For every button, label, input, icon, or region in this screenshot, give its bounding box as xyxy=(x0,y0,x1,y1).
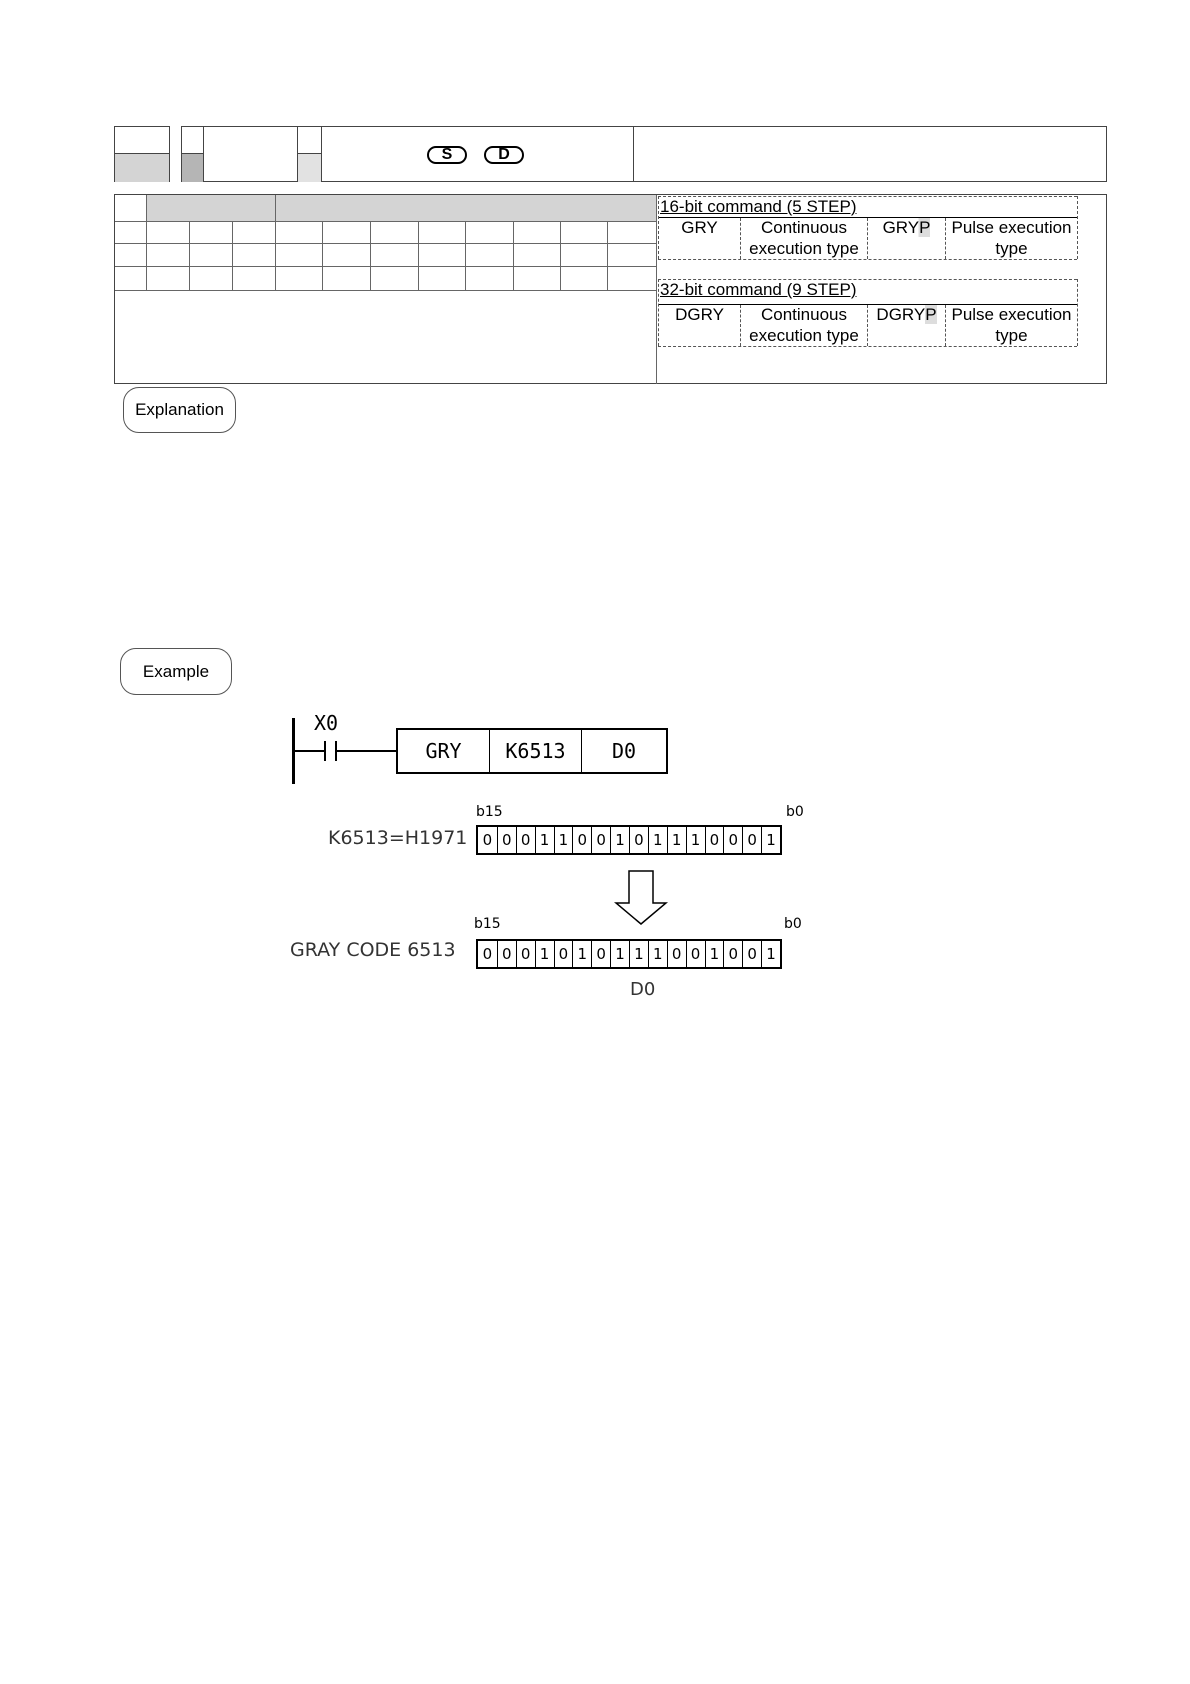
command-32bit-pulse: DGRYP xyxy=(876,305,937,324)
input-bit-7: 0 xyxy=(629,827,648,853)
instruction-destination: D0 xyxy=(611,739,637,763)
contact-left-plate xyxy=(324,741,326,761)
output-bit-2: 0 xyxy=(723,941,742,967)
command-32bit-continuous: DGRY xyxy=(675,305,724,324)
output-register-label: D0 xyxy=(630,979,656,1000)
command-16bit-title: 16-bit command (5 STEP) xyxy=(660,197,857,216)
input-bit-6: 1 xyxy=(648,827,667,853)
command-16bit-continuous-desc: Continuous execution type xyxy=(749,218,859,258)
example-button[interactable]: Example xyxy=(120,648,232,695)
function-cell xyxy=(633,126,1107,182)
output-bit-6: 1 xyxy=(648,941,667,967)
input-bit-2: 0 xyxy=(723,827,742,853)
output-bit-13: 0 xyxy=(516,941,535,967)
command-32bit-title: 32-bit command (9 STEP) xyxy=(660,280,857,299)
output-bit-14: 0 xyxy=(497,941,516,967)
command-32bit-continuous-desc: Continuous execution type xyxy=(749,305,859,345)
mnemonic-flag-shade xyxy=(182,153,203,182)
output-lsb-label: b0 xyxy=(784,916,802,932)
input-bit-0: 1 xyxy=(761,827,780,853)
instruction-box xyxy=(396,728,668,774)
operand-s: S xyxy=(427,146,467,164)
output-value-label: GRAY CODE 6513 xyxy=(290,939,456,961)
input-bit-15: 0 xyxy=(482,831,493,849)
instruction-source: K6513 xyxy=(490,730,582,772)
input-bit-10: 0 xyxy=(572,827,591,853)
input-bit-12: 1 xyxy=(535,827,554,853)
output-bit-12: 1 xyxy=(535,941,554,967)
output-bit-11: 0 xyxy=(554,941,573,967)
api-cell-shade xyxy=(115,153,169,182)
operand-symbols xyxy=(427,146,524,164)
input-msb-label: b15 xyxy=(476,804,503,820)
output-bit-register xyxy=(476,939,782,969)
operand-d: D xyxy=(484,146,524,164)
contact-label: X0 xyxy=(314,711,339,735)
input-bit-5: 1 xyxy=(667,827,686,853)
input-bit-4: 1 xyxy=(686,827,705,853)
command-32bit-pulse-desc: Pulse execution type xyxy=(951,305,1072,345)
output-bit-7: 1 xyxy=(629,941,648,967)
input-bit-13: 0 xyxy=(516,827,535,853)
operand-flag-shade xyxy=(298,153,321,182)
command-16bit-pulse: GRYP xyxy=(882,218,931,237)
input-bit-3: 0 xyxy=(705,827,724,853)
output-bit-9: 0 xyxy=(591,941,610,967)
output-bit-4: 0 xyxy=(686,941,705,967)
output-bit-3: 1 xyxy=(705,941,724,967)
input-value-label: K6513=H1971 xyxy=(328,827,468,849)
input-bit-14: 0 xyxy=(497,827,516,853)
input-bit-register xyxy=(476,825,782,855)
input-bit-8: 1 xyxy=(610,827,629,853)
output-msb-label: b15 xyxy=(474,916,501,932)
input-bit-11: 1 xyxy=(554,827,573,853)
explanation-button[interactable]: Explanation xyxy=(123,387,236,433)
instruction-mnemonic: GRY xyxy=(398,730,490,772)
operand-table-header-shade xyxy=(146,195,656,221)
input-bit-9: 0 xyxy=(591,827,610,853)
command-16bit-pulse-desc: Pulse execution type xyxy=(951,218,1072,258)
command-16bit-continuous: GRY xyxy=(681,218,718,237)
input-bit-1: 0 xyxy=(742,827,761,853)
output-bit-5: 0 xyxy=(667,941,686,967)
output-bit-15: 0 xyxy=(482,945,493,963)
down-arrow-icon xyxy=(614,870,668,926)
input-lsb-label: b0 xyxy=(786,804,804,820)
output-bit-1: 0 xyxy=(742,941,761,967)
output-bit-10: 1 xyxy=(572,941,591,967)
output-bit-8: 1 xyxy=(610,941,629,967)
output-bit-0: 1 xyxy=(761,941,780,967)
